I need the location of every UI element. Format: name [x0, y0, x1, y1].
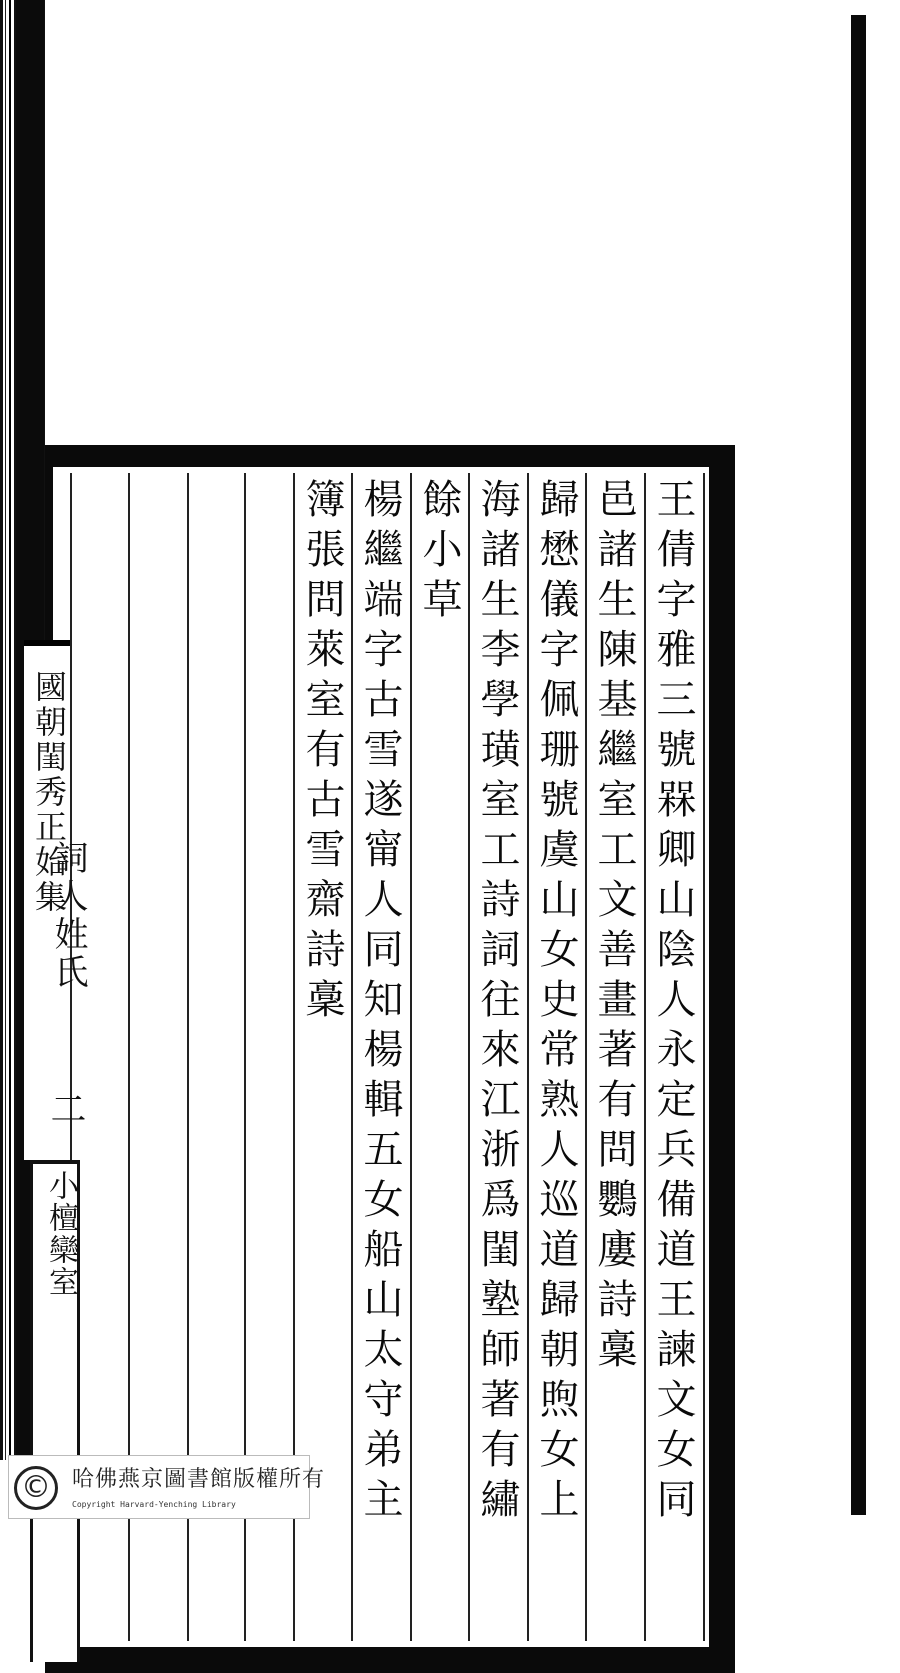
column-rule	[703, 473, 705, 1641]
page-right-edge	[851, 15, 866, 1515]
column-rule	[527, 473, 529, 1641]
text-column-6: 楊繼端字古雪遂甯人同知楊輯五女船山太守弟主	[357, 478, 403, 1528]
column-rule	[585, 473, 587, 1641]
text-column-2: 邑諸生陳基繼室工文善畫著有問鸚廔詩稾	[591, 478, 637, 1378]
running-head-section: 詞人姓氏	[48, 840, 88, 992]
text-column-7: 簿張問萊室有古雪齋詩稾	[299, 478, 345, 1028]
running-head-title: 國朝閨秀正始集	[30, 670, 68, 915]
copyright-chinese: 哈佛燕京圖書館版權所有	[72, 1467, 326, 1492]
column-rule	[468, 473, 470, 1641]
column-rule	[644, 473, 646, 1641]
text-column-4: 海諸生李學璜室工詩詞往來江浙爲閨塾師著有繡	[474, 478, 520, 1528]
text-column-3: 歸懋儀字佩珊號虞山女史常熟人巡道歸朝煦女上	[533, 478, 579, 1528]
studio-name: 小檀欒室	[43, 1170, 78, 1298]
column-rule	[351, 473, 353, 1641]
column-rule	[410, 473, 412, 1641]
text-column-1: 王倩字雅三號槑卿山陰人永定兵備道王諫文女同	[650, 478, 696, 1528]
text-column-5: 餘小草	[416, 478, 462, 628]
page-number: 二	[45, 1090, 86, 1126]
copyright-icon: ©	[14, 1466, 58, 1510]
copyright-english: Copyright Harvard-Yenching Library	[72, 1500, 236, 1509]
fish-tail-mark	[24, 640, 70, 668]
